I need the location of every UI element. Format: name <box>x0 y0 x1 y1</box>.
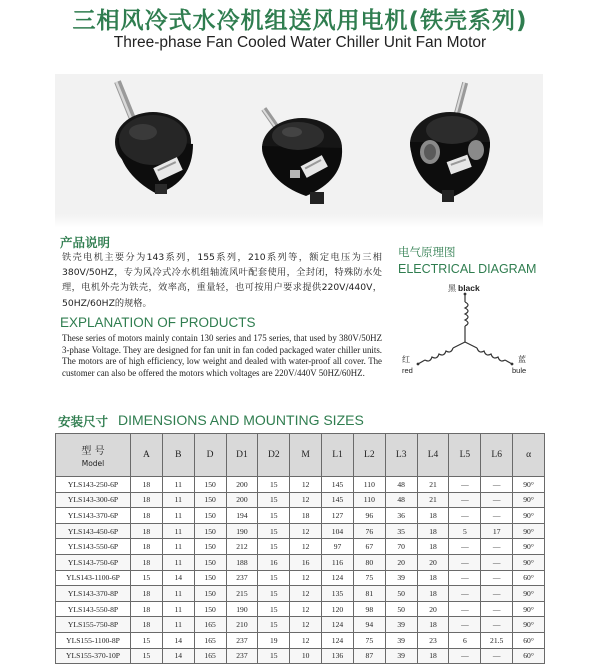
table-cell: — <box>481 570 513 586</box>
table-cell: 20 <box>385 554 417 570</box>
table-cell: 150 <box>194 586 226 602</box>
table-cell: — <box>481 508 513 524</box>
table-cell: 12 <box>290 523 322 539</box>
table-cell: 18 <box>290 508 322 524</box>
table-cell: 17 <box>481 523 513 539</box>
table-row <box>56 601 545 617</box>
table-cell: 194 <box>226 508 258 524</box>
column-header: L4 <box>417 434 449 477</box>
table-cell: — <box>481 554 513 570</box>
diagram-heading-en: ELECTRICAL DIAGRAM <box>398 262 537 276</box>
table-cell: 36 <box>385 508 417 524</box>
motor-photo-1 <box>95 74 215 214</box>
table-cell: 50 <box>385 586 417 602</box>
column-header: D2 <box>258 434 290 477</box>
model-cell: YLS143-550-6P <box>56 539 131 555</box>
table-cell: 90° <box>513 508 545 524</box>
table-row <box>56 508 545 524</box>
table-cell: 90° <box>513 477 545 493</box>
table-cell: 15 <box>258 477 290 493</box>
table-cell: 15 <box>258 539 290 555</box>
table-cell: 120 <box>322 601 354 617</box>
blue-terminal-label-cn: 蓝 <box>518 355 526 364</box>
table-row <box>56 492 545 508</box>
table-cell: 190 <box>226 601 258 617</box>
table-header-row <box>56 434 545 477</box>
table-cell: 11 <box>162 554 194 570</box>
table-cell: 12 <box>290 570 322 586</box>
column-header: B <box>162 434 194 477</box>
table-cell: 90° <box>513 539 545 555</box>
model-header-en: Model <box>81 459 105 468</box>
table-cell: — <box>481 539 513 555</box>
table-cell: 21.5 <box>481 632 513 648</box>
table-cell: 12 <box>290 586 322 602</box>
table-cell: 75 <box>353 570 385 586</box>
model-cell: YLS143-370-8P <box>56 586 131 602</box>
table-cell: 15 <box>258 523 290 539</box>
column-header: L1 <box>322 434 354 477</box>
table-cell: 212 <box>226 539 258 555</box>
table-cell: 48 <box>385 492 417 508</box>
table-cell: 12 <box>290 492 322 508</box>
dimensions-heading-en: DIMENSIONS AND MOUNTING SIZES <box>118 412 364 428</box>
table-cell: 150 <box>194 570 226 586</box>
table-cell: 18 <box>131 523 163 539</box>
table-cell: 18 <box>417 523 449 539</box>
table-cell: 237 <box>226 648 258 664</box>
table-cell: 200 <box>226 477 258 493</box>
table-cell: — <box>449 570 481 586</box>
model-cell: YLS143-1100-6P <box>56 570 131 586</box>
product-desc-text-cn: 铁壳电机主要分为143系列，155系列，210系列等，额定电压为三相380V/50HZ，专为风冷式冷水机组轴流风叶配套使用，全封闭，特殊防水处理，电机外壳为铁壳，效率高，重量轻，也可按用户要求提供220V/440V，50HZ/60HZ的规格。 <box>62 252 382 309</box>
table-cell: 18 <box>131 601 163 617</box>
table-cell: 96 <box>353 508 385 524</box>
table-cell: 18 <box>417 539 449 555</box>
table-cell: 11 <box>162 477 194 493</box>
table-cell: 90° <box>513 617 545 633</box>
table-cell: — <box>449 492 481 508</box>
table-cell: 21 <box>417 477 449 493</box>
table-cell: 104 <box>322 523 354 539</box>
table-cell: 90° <box>513 554 545 570</box>
table-cell: 60° <box>513 570 545 586</box>
table-cell: — <box>449 617 481 633</box>
table-cell: 39 <box>385 617 417 633</box>
table-cell: 14 <box>162 648 194 664</box>
table-cell: — <box>449 554 481 570</box>
table-cell: 15 <box>258 492 290 508</box>
table-cell: — <box>449 477 481 493</box>
table-cell: 165 <box>194 632 226 648</box>
table-cell: 18 <box>417 617 449 633</box>
table-cell: 18 <box>417 508 449 524</box>
table-cell: 15 <box>258 617 290 633</box>
table-cell: 18 <box>131 586 163 602</box>
table-cell: 5 <box>449 523 481 539</box>
table-cell: 150 <box>194 477 226 493</box>
table-cell: — <box>481 601 513 617</box>
table-cell: 215 <box>226 586 258 602</box>
table-cell: 98 <box>353 601 385 617</box>
table-row <box>56 539 545 555</box>
table-cell: 15 <box>131 632 163 648</box>
table-cell: 190 <box>226 523 258 539</box>
table-cell: 16 <box>258 554 290 570</box>
table-cell: 48 <box>385 477 417 493</box>
table-cell: 15 <box>258 601 290 617</box>
table-cell: 14 <box>162 570 194 586</box>
table-cell: — <box>481 648 513 664</box>
table-cell: 145 <box>322 477 354 493</box>
table-cell: 150 <box>194 492 226 508</box>
model-column-header <box>56 434 131 477</box>
diagram-heading-cn: 电气原理图 <box>398 245 456 259</box>
table-cell: 39 <box>385 570 417 586</box>
table-cell: 18 <box>131 554 163 570</box>
column-header: D1 <box>226 434 258 477</box>
table-cell: 145 <box>322 492 354 508</box>
product-desc-heading-cn: 产品说明 <box>60 235 111 250</box>
table-cell: 14 <box>162 632 194 648</box>
table-row <box>56 632 545 648</box>
table-cell: 18 <box>131 508 163 524</box>
table-cell: 39 <box>385 632 417 648</box>
table-cell: 18 <box>417 648 449 664</box>
table-cell: 210 <box>226 617 258 633</box>
model-cell: YLS143-250-6P <box>56 477 131 493</box>
table-cell: 11 <box>162 523 194 539</box>
table-cell: 150 <box>194 539 226 555</box>
table-cell: 60° <box>513 632 545 648</box>
table-cell: — <box>481 477 513 493</box>
table-cell: 90° <box>513 523 545 539</box>
table-cell: 97 <box>322 539 354 555</box>
table-cell: 20 <box>417 601 449 617</box>
table-cell: — <box>449 539 481 555</box>
table-cell: 11 <box>162 601 194 617</box>
table-cell: 94 <box>353 617 385 633</box>
table-cell: 60° <box>513 648 545 664</box>
photo-band-fade <box>55 214 543 228</box>
table-cell: 124 <box>322 617 354 633</box>
table-row <box>56 477 545 493</box>
table-cell: 11 <box>162 586 194 602</box>
table-cell: 15 <box>131 648 163 664</box>
column-header: L6 <box>481 434 513 477</box>
table-cell: 15 <box>258 648 290 664</box>
table-cell: 75 <box>353 632 385 648</box>
table-row <box>56 586 545 602</box>
table-cell: 15 <box>258 570 290 586</box>
table-row <box>56 648 545 664</box>
model-cell: YLS155-1100-8P <box>56 632 131 648</box>
black-terminal-label: black <box>458 283 480 293</box>
table-cell: 12 <box>290 539 322 555</box>
model-cell: YLS143-300-6P <box>56 492 131 508</box>
table-cell: — <box>449 648 481 664</box>
column-header: A <box>131 434 163 477</box>
table-cell: 81 <box>353 586 385 602</box>
table-cell: 19 <box>258 632 290 648</box>
column-header: L3 <box>385 434 417 477</box>
table-cell: 11 <box>162 617 194 633</box>
table-cell: 23 <box>417 632 449 648</box>
column-header: L5 <box>449 434 481 477</box>
table-cell: 15 <box>258 586 290 602</box>
page-title: 三相风冷式水冷机组送风用电机(铁壳系列) <box>72 8 528 34</box>
table-cell: 90° <box>513 586 545 602</box>
blue-terminal-label: bule <box>512 366 527 375</box>
model-cell: YLS143-750-6P <box>56 554 131 570</box>
black-terminal-label-cn: 黑 <box>448 284 456 293</box>
table-cell: 20 <box>417 554 449 570</box>
table-cell: 18 <box>417 570 449 586</box>
table-cell: 12 <box>290 632 322 648</box>
column-header: α <box>513 434 545 477</box>
table-cell: 39 <box>385 648 417 664</box>
table-cell: 150 <box>194 508 226 524</box>
table-cell: 15 <box>131 570 163 586</box>
table-cell: 124 <box>322 570 354 586</box>
table-row <box>56 617 545 633</box>
table-cell: 67 <box>353 539 385 555</box>
table-cell: 21 <box>417 492 449 508</box>
table-row <box>56 523 545 539</box>
model-cell: YLS155-370-10P <box>56 648 131 664</box>
column-header: L2 <box>353 434 385 477</box>
model-cell: YLS143-370-6P <box>56 508 131 524</box>
table-cell: 15 <box>258 508 290 524</box>
table-cell: 50 <box>385 601 417 617</box>
table-cell: 127 <box>322 508 354 524</box>
table-cell: 188 <box>226 554 258 570</box>
table-cell: 18 <box>131 477 163 493</box>
model-cell: YLS143-550-8P <box>56 601 131 617</box>
table-cell: — <box>481 492 513 508</box>
table-cell: 150 <box>194 554 226 570</box>
table-cell: 200 <box>226 492 258 508</box>
table-cell: 87 <box>353 648 385 664</box>
model-cell: YLS143-450-6P <box>56 523 131 539</box>
red-terminal-label-cn: 红 <box>402 355 410 364</box>
table-cell: 11 <box>162 508 194 524</box>
table-cell: 237 <box>226 632 258 648</box>
column-header: M <box>290 434 322 477</box>
table-cell: 116 <box>322 554 354 570</box>
table-row <box>56 570 545 586</box>
table-cell: 76 <box>353 523 385 539</box>
table-cell: 124 <box>322 632 354 648</box>
product-desc-text-en: These series of motors mainly contain 130 series and 175 series, that used by 380V/50HZ 3-phase Voltage. They are designed for fan unit in fan coded packaged water chiller units. The motors are of high efficiency, low weight and dealed with water-proof all cover. The customer can also be offered the motors which voltages are 220V/440V 50HZ/60HZ. <box>62 333 382 379</box>
table-cell: 150 <box>194 601 226 617</box>
table-cell: 70 <box>385 539 417 555</box>
table-cell: 90° <box>513 492 545 508</box>
wye-connection-diagram <box>398 282 538 382</box>
table-cell: 136 <box>322 648 354 664</box>
table-row <box>56 554 545 570</box>
table-cell: 18 <box>131 492 163 508</box>
table-cell: 110 <box>353 477 385 493</box>
table-cell: — <box>449 508 481 524</box>
table-cell: 35 <box>385 523 417 539</box>
table-cell: 90° <box>513 601 545 617</box>
table-cell: — <box>449 586 481 602</box>
table-cell: 150 <box>194 523 226 539</box>
dimensions-heading-cn: 安装尺寸 <box>58 414 109 429</box>
table-cell: — <box>449 601 481 617</box>
table-cell: 12 <box>290 477 322 493</box>
table-cell: 11 <box>162 539 194 555</box>
red-terminal-label: red <box>402 366 413 375</box>
table-cell: — <box>481 617 513 633</box>
table-cell: 16 <box>290 554 322 570</box>
table-cell: — <box>481 586 513 602</box>
table-cell: 237 <box>226 570 258 586</box>
model-cell: YLS155-750-8P <box>56 617 131 633</box>
product-desc-heading-en: EXPLANATION OF PRODUCTS <box>60 315 256 330</box>
page-subtitle: Three-phase Fan Cooled Water Chiller Unit Fan Motor <box>113 34 487 51</box>
table-cell: 18 <box>417 586 449 602</box>
motor-photo-2 <box>240 74 360 214</box>
table-cell: 165 <box>194 617 226 633</box>
table-cell: 80 <box>353 554 385 570</box>
table-cell: 11 <box>162 492 194 508</box>
table-cell: 165 <box>194 648 226 664</box>
table-cell: 6 <box>449 632 481 648</box>
table-cell: 12 <box>290 617 322 633</box>
table-cell: 18 <box>131 617 163 633</box>
model-header-cn: 型 号 <box>81 446 105 457</box>
table-cell: 110 <box>353 492 385 508</box>
table-cell: 10 <box>290 648 322 664</box>
column-header: D <box>194 434 226 477</box>
motor-photo-3 <box>390 74 510 214</box>
table-cell: 135 <box>322 586 354 602</box>
table-cell: 18 <box>131 539 163 555</box>
dimensions-table <box>55 433 545 664</box>
table-cell: 12 <box>290 601 322 617</box>
